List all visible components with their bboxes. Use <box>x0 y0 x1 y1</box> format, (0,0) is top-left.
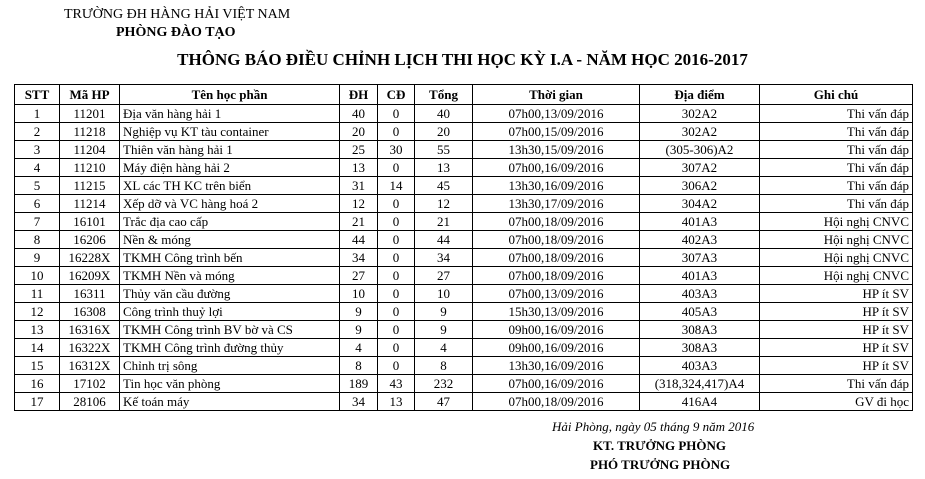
cell-tong: 8 <box>415 357 473 375</box>
header-stt: STT <box>15 85 60 105</box>
cell-dia-diem: 302A2 <box>640 123 760 141</box>
cell-ma-hp: 16206 <box>60 231 120 249</box>
cell-thoi-gian: 09h00,16/09/2016 <box>473 339 640 357</box>
cell-ghi-chu: HP ít SV <box>760 321 913 339</box>
cell-ten-hoc-phan: Nghiệp vụ KT tàu container <box>120 123 340 141</box>
cell-stt: 3 <box>15 141 60 159</box>
cell-ghi-chu: Hội nghị CNVC <box>760 231 913 249</box>
cell-tong: 55 <box>415 141 473 159</box>
cell-stt: 9 <box>15 249 60 267</box>
cell-dh: 8 <box>340 357 378 375</box>
cell-dh: 25 <box>340 141 378 159</box>
document-title: THÔNG BÁO ĐIỀU CHỈNH LỊCH THI HỌC KỲ I.A - NĂM HỌC 2016-2017 <box>177 50 748 69</box>
table-body <box>15 105 913 411</box>
cell-cd: 0 <box>378 231 415 249</box>
cell-dh: 44 <box>340 231 378 249</box>
cell-ma-hp: 11218 <box>60 123 120 141</box>
cell-stt: 10 <box>15 267 60 285</box>
cell-ghi-chu: Hội nghị CNVC <box>760 249 913 267</box>
cell-thoi-gian: 07h00,18/09/2016 <box>473 249 640 267</box>
cell-ghi-chu: Thi vấn đáp <box>760 141 913 159</box>
cell-thoi-gian: 07h00,15/09/2016 <box>473 123 640 141</box>
cell-dh: 21 <box>340 213 378 231</box>
cell-cd: 43 <box>378 375 415 393</box>
cell-ma-hp: 16101 <box>60 213 120 231</box>
cell-ten-hoc-phan: TKMH Nền và móng <box>120 267 340 285</box>
cell-stt: 7 <box>15 213 60 231</box>
cell-dh: 4 <box>340 339 378 357</box>
cell-stt: 11 <box>15 285 60 303</box>
cell-cd: 30 <box>378 141 415 159</box>
cell-dia-diem: 307A3 <box>640 249 760 267</box>
cell-ghi-chu: HP ít SV <box>760 339 913 357</box>
header-cd: CĐ <box>378 85 415 105</box>
cell-dia-diem: 405A3 <box>640 303 760 321</box>
cell-ma-hp: 17102 <box>60 375 120 393</box>
table-row <box>15 231 913 249</box>
cell-ten-hoc-phan: Máy điện hàng hải 2 <box>120 159 340 177</box>
cell-tong: 13 <box>415 159 473 177</box>
cell-dia-diem: 308A3 <box>640 339 760 357</box>
cell-dh: 9 <box>340 303 378 321</box>
cell-thoi-gian: 07h00,16/09/2016 <box>473 159 640 177</box>
table-row <box>15 123 913 141</box>
cell-tong: 9 <box>415 321 473 339</box>
cell-dh: 189 <box>340 375 378 393</box>
cell-dia-diem: 403A3 <box>640 285 760 303</box>
table-row <box>15 267 913 285</box>
cell-ten-hoc-phan: Trắc địa cao cấp <box>120 213 340 231</box>
cell-tong: 21 <box>415 213 473 231</box>
cell-tong: 4 <box>415 339 473 357</box>
cell-tong: 47 <box>415 393 473 411</box>
cell-ghi-chu: Thi vấn đáp <box>760 177 913 195</box>
cell-dh: 12 <box>340 195 378 213</box>
cell-cd: 0 <box>378 195 415 213</box>
cell-ten-hoc-phan: Chỉnh trị sông <box>120 357 340 375</box>
cell-ghi-chu: GV đi học <box>760 393 913 411</box>
cell-cd: 0 <box>378 339 415 357</box>
cell-tong: 10 <box>415 285 473 303</box>
cell-dia-diem: 302A2 <box>640 105 760 123</box>
cell-tong: 44 <box>415 231 473 249</box>
cell-stt: 14 <box>15 339 60 357</box>
cell-ghi-chu: Thi vấn đáp <box>760 123 913 141</box>
cell-cd: 0 <box>378 159 415 177</box>
signature-title: KT. TRƯỞNG PHÒNG <box>593 438 727 453</box>
cell-dia-diem: (305-306)A2 <box>640 141 760 159</box>
cell-stt: 15 <box>15 357 60 375</box>
cell-thoi-gian: 07h00,13/09/2016 <box>473 105 640 123</box>
cell-dh: 27 <box>340 267 378 285</box>
cell-dia-diem: 304A2 <box>640 195 760 213</box>
cell-stt: 1 <box>15 105 60 123</box>
cell-thoi-gian: 13h30,16/09/2016 <box>473 177 640 195</box>
cell-ma-hp: 16209X <box>60 267 120 285</box>
cell-stt: 6 <box>15 195 60 213</box>
cell-ghi-chu: HP ít SV <box>760 357 913 375</box>
cell-dh: 13 <box>340 159 378 177</box>
cell-cd: 0 <box>378 213 415 231</box>
cell-thoi-gian: 13h30,17/09/2016 <box>473 195 640 213</box>
cell-ma-hp: 16322X <box>60 339 120 357</box>
cell-dia-diem: 401A3 <box>640 213 760 231</box>
cell-ten-hoc-phan: Công trình thuỷ lợi <box>120 303 340 321</box>
header-ghi-chu: Ghi chú <box>760 85 913 105</box>
cell-ma-hp: 16228X <box>60 249 120 267</box>
cell-thoi-gian: 07h00,16/09/2016 <box>473 375 640 393</box>
cell-thoi-gian: 07h00,18/09/2016 <box>473 213 640 231</box>
cell-thoi-gian: 07h00,13/09/2016 <box>473 285 640 303</box>
table-row <box>15 357 913 375</box>
cell-ghi-chu: Thi vấn đáp <box>760 159 913 177</box>
cell-stt: 16 <box>15 375 60 393</box>
cell-ma-hp: 11214 <box>60 195 120 213</box>
cell-ten-hoc-phan: Thủy văn cầu đường <box>120 285 340 303</box>
cell-ma-hp: 11204 <box>60 141 120 159</box>
cell-thoi-gian: 13h30,15/09/2016 <box>473 141 640 159</box>
cell-ten-hoc-phan: TKMH Công trình bến <box>120 249 340 267</box>
cell-stt: 5 <box>15 177 60 195</box>
cell-ten-hoc-phan: Kế toán máy <box>120 393 340 411</box>
cell-cd: 0 <box>378 123 415 141</box>
cell-ten-hoc-phan: TKMH Công trình BV bờ và CS <box>120 321 340 339</box>
cell-cd: 0 <box>378 303 415 321</box>
table-header-row <box>15 85 913 105</box>
cell-dh: 31 <box>340 177 378 195</box>
cell-ma-hp: 11210 <box>60 159 120 177</box>
cell-dh: 20 <box>340 123 378 141</box>
header-ten-hoc-phan: Tên học phần <box>120 85 340 105</box>
cell-ghi-chu: HP ít SV <box>760 285 913 303</box>
place-date: Hải Phòng, ngày 05 tháng 9 năm 2016 <box>552 419 755 434</box>
cell-ma-hp: 16316X <box>60 321 120 339</box>
cell-cd: 13 <box>378 393 415 411</box>
table-row <box>15 141 913 159</box>
cell-thoi-gian: 07h00,18/09/2016 <box>473 231 640 249</box>
cell-ghi-chu: Hội nghị CNVC <box>760 267 913 285</box>
table-row <box>15 213 913 231</box>
header-thoi-gian: Thời gian <box>473 85 640 105</box>
cell-dh: 34 <box>340 249 378 267</box>
cell-thoi-gian: 13h30,16/09/2016 <box>473 357 640 375</box>
table-row <box>15 393 913 411</box>
table-row <box>15 339 913 357</box>
cell-cd: 0 <box>378 267 415 285</box>
cell-ten-hoc-phan: Xếp dỡ và VC hàng hoá 2 <box>120 195 340 213</box>
cell-dh: 10 <box>340 285 378 303</box>
cell-tong: 34 <box>415 249 473 267</box>
header-tong: Tổng <box>415 85 473 105</box>
cell-dh: 9 <box>340 321 378 339</box>
table-row <box>15 321 913 339</box>
signature-subtitle: PHÓ TRƯỞNG PHÒNG <box>590 457 731 472</box>
cell-ten-hoc-phan: Thiên văn hàng hải 1 <box>120 141 340 159</box>
cell-cd: 0 <box>378 321 415 339</box>
cell-cd: 0 <box>378 249 415 267</box>
cell-cd: 14 <box>378 177 415 195</box>
header-dh: ĐH <box>340 85 378 105</box>
cell-ghi-chu: HP ít SV <box>760 303 913 321</box>
cell-stt: 13 <box>15 321 60 339</box>
cell-dia-diem: 306A2 <box>640 177 760 195</box>
cell-dh: 40 <box>340 105 378 123</box>
cell-tong: 9 <box>415 303 473 321</box>
cell-tong: 27 <box>415 267 473 285</box>
cell-cd: 0 <box>378 357 415 375</box>
cell-ma-hp: 16312X <box>60 357 120 375</box>
cell-tong: 45 <box>415 177 473 195</box>
cell-ten-hoc-phan: Nền & móng <box>120 231 340 249</box>
cell-ma-hp: 11201 <box>60 105 120 123</box>
header-dia-diem: Địa điểm <box>640 85 760 105</box>
table-row <box>15 375 913 393</box>
cell-dia-diem: 416A4 <box>640 393 760 411</box>
cell-ten-hoc-phan: Tin học văn phòng <box>120 375 340 393</box>
table-row <box>15 177 913 195</box>
cell-dia-diem: 403A3 <box>640 357 760 375</box>
cell-tong: 20 <box>415 123 473 141</box>
table-row <box>15 249 913 267</box>
cell-stt: 17 <box>15 393 60 411</box>
table-row <box>15 159 913 177</box>
cell-tong: 232 <box>415 375 473 393</box>
cell-ghi-chu: Thi vấn đáp <box>760 375 913 393</box>
cell-stt: 8 <box>15 231 60 249</box>
table-row <box>15 195 913 213</box>
cell-ghi-chu: Thi vấn đáp <box>760 195 913 213</box>
cell-ma-hp: 16311 <box>60 285 120 303</box>
cell-dia-diem: 402A3 <box>640 231 760 249</box>
table-row <box>15 285 913 303</box>
cell-ten-hoc-phan: TKMH Công trình đường thủy <box>120 339 340 357</box>
cell-cd: 0 <box>378 285 415 303</box>
cell-thoi-gian: 09h00,16/09/2016 <box>473 321 640 339</box>
cell-dia-diem: 401A3 <box>640 267 760 285</box>
school-name: TRƯỜNG ĐH HÀNG HẢI VIỆT NAM <box>64 7 291 22</box>
department-name: PHÒNG ĐÀO TẠO <box>116 25 236 40</box>
cell-thoi-gian: 07h00,18/09/2016 <box>473 393 640 411</box>
cell-ma-hp: 16308 <box>60 303 120 321</box>
cell-tong: 12 <box>415 195 473 213</box>
cell-ten-hoc-phan: Địa văn hàng hải 1 <box>120 105 340 123</box>
cell-dia-diem: 308A3 <box>640 321 760 339</box>
cell-ma-hp: 11215 <box>60 177 120 195</box>
header-ma-hp: Mã HP <box>60 85 120 105</box>
cell-dia-diem: (318,324,417)A4 <box>640 375 760 393</box>
cell-stt: 4 <box>15 159 60 177</box>
cell-stt: 2 <box>15 123 60 141</box>
table-row <box>15 105 913 123</box>
cell-thoi-gian: 07h00,18/09/2016 <box>473 267 640 285</box>
cell-ma-hp: 28106 <box>60 393 120 411</box>
cell-ten-hoc-phan: XL các TH KC trên biển <box>120 177 340 195</box>
cell-cd: 0 <box>378 105 415 123</box>
cell-dh: 34 <box>340 393 378 411</box>
cell-dia-diem: 307A2 <box>640 159 760 177</box>
cell-stt: 12 <box>15 303 60 321</box>
cell-ghi-chu: Hội nghị CNVC <box>760 213 913 231</box>
table-row <box>15 303 913 321</box>
cell-tong: 40 <box>415 105 473 123</box>
cell-ghi-chu: Thi vấn đáp <box>760 105 913 123</box>
exam-schedule-table <box>14 84 913 411</box>
cell-thoi-gian: 15h30,13/09/2016 <box>473 303 640 321</box>
